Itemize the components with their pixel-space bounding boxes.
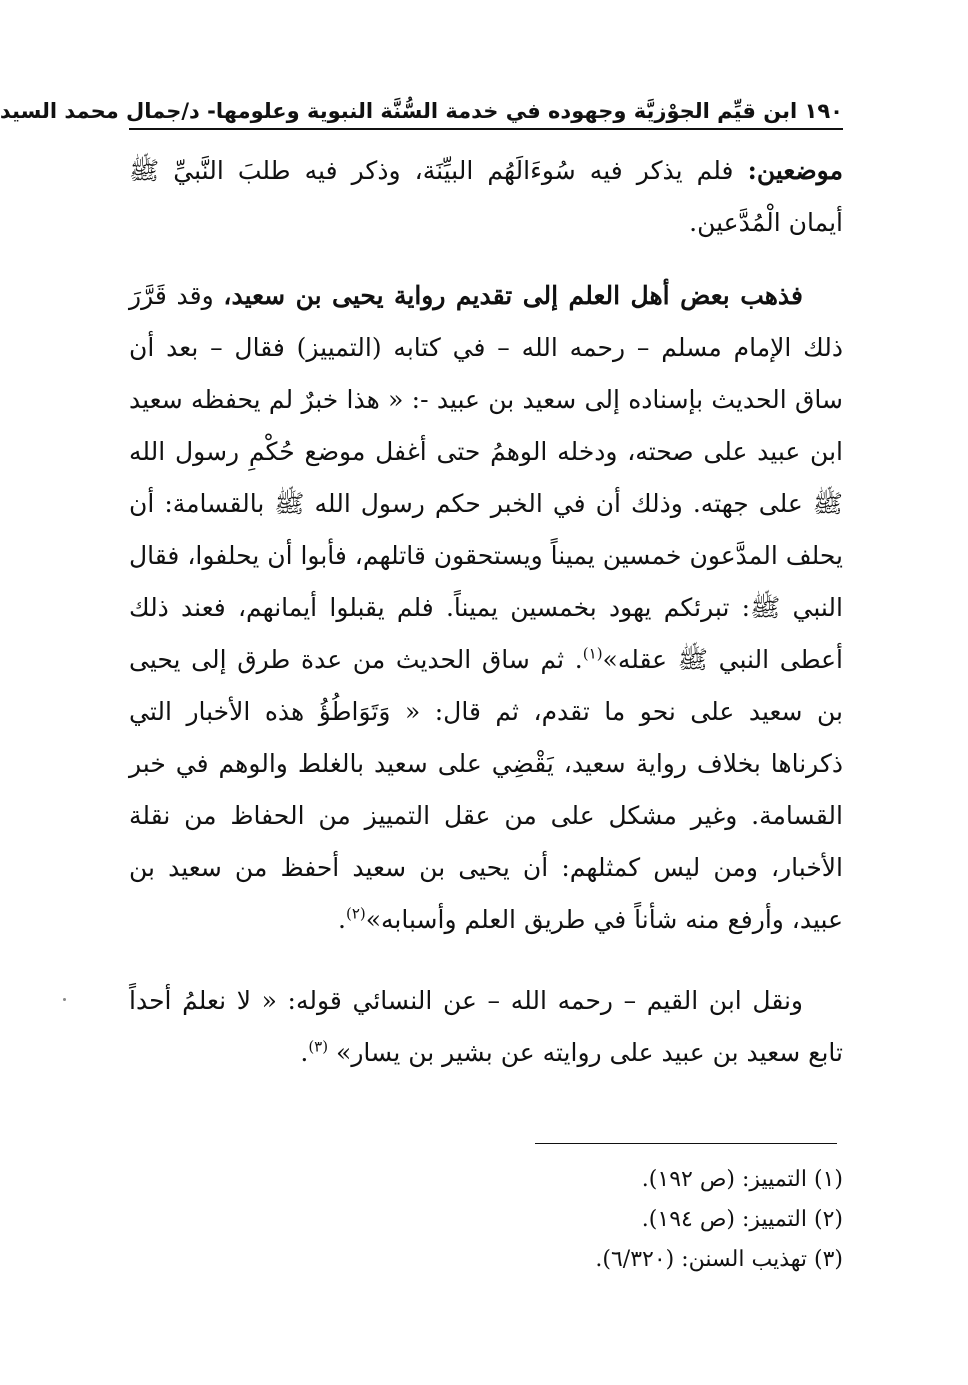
paragraph-3 bbox=[129, 975, 843, 1079]
paragraph-3-text: ونقل ابن القيم – رحمه الله – عن النسائي قوله: « لا نعلمُ أحداً تابع سعيد بن عبيد على روايته عن بشير بن يسار» bbox=[129, 986, 843, 1067]
paragraph-2-text-b: . ثم ساق الحديث من عدة طرق إلى يحيى بن سعيد على نحو ما تقدم، ثم قال: « وَتَوَاطُؤُ هذه الأخبار التي ذكرناها بخلاف رواية سعيد، يَقْضِي على سعيد بالغلط والوهم في خبر القسامة. وغير مشكل على من عقل التمييز من الحفاظ من نقلة الأخبار، ومن ليس كمثلهم: أن يحيى بن سعيد أحفظ من سعيد بن عبيد، وأرفع منه شأناً في طريق العلم وأسبابه» bbox=[129, 645, 843, 934]
footnote-separator bbox=[535, 1143, 837, 1144]
paragraph-1-lead: موضعين: bbox=[747, 156, 843, 185]
paragraph-2 bbox=[129, 270, 843, 946]
footnote-ref-1: (١) bbox=[582, 644, 603, 663]
running-header: ١٩٠ ابن قيِّم الجوْزيَّة وجهوده في خدمة السُّنَّة النبوية وعلومها- د/جمال محمد السيد bbox=[0, 99, 843, 123]
paragraph-2-lead: فذهب بعض أهل العلم إلى تقديم رواية يحيى بن سعيد، bbox=[223, 281, 803, 310]
footnote-2: (٢) التمييز: (ص ١٩٤). bbox=[641, 1207, 843, 1232]
footnotes bbox=[129, 1160, 843, 1280]
footnote-1: (١) التمييز: (ص ١٩٢). bbox=[641, 1167, 843, 1192]
paragraph-3-text-end: . bbox=[300, 1038, 309, 1067]
header-rule bbox=[129, 128, 843, 130]
paragraph-1-text: فلم يذكر فيه سُوءَالَهُم البيِّنَة، وذكر فيه طلبَ النَّبيِّ ﷺ أيمان الْمُدَّعين. bbox=[129, 156, 843, 237]
paragraph-1 bbox=[129, 145, 843, 249]
scan-speck bbox=[63, 998, 66, 1001]
footnote-3: (٣) تهذيب السنن: (٦/٣٢٠). bbox=[595, 1247, 843, 1272]
footnote-ref-3: (٣) bbox=[308, 1037, 329, 1056]
footnote-ref-2: (٢) bbox=[345, 904, 366, 923]
paragraph-2-text-c: . bbox=[338, 905, 346, 934]
paragraph-2-text-a: وقد قَرَّرَ ذلك الإمام مسلم – رحمه الله – في كتابه (التمييز) فقال – بعد أن ساق الحديث بإسناده إلى سعيد بن عبيد -: « هذا خبرٌ لم يحفظه سعيد ابن عبيد على صحته، ودخله الوهمُ حتى أغفل موضع حُكْمِ رسول الله ﷺ على جهته. وذلك أن في الخبر حكم رسول الله ﷺ بالقسامة: أن يحلف المدَّعون خمسين يميناً ويستحقون قاتلهم، فأبوا أن يحلفوا، فقال النبي ﷺ: تبرئكم يهود بخمسين يميناً. فلم يقبلوا أيمانهم، فعند ذلك أعطى النبي ﷺ عقله» bbox=[129, 281, 844, 674]
